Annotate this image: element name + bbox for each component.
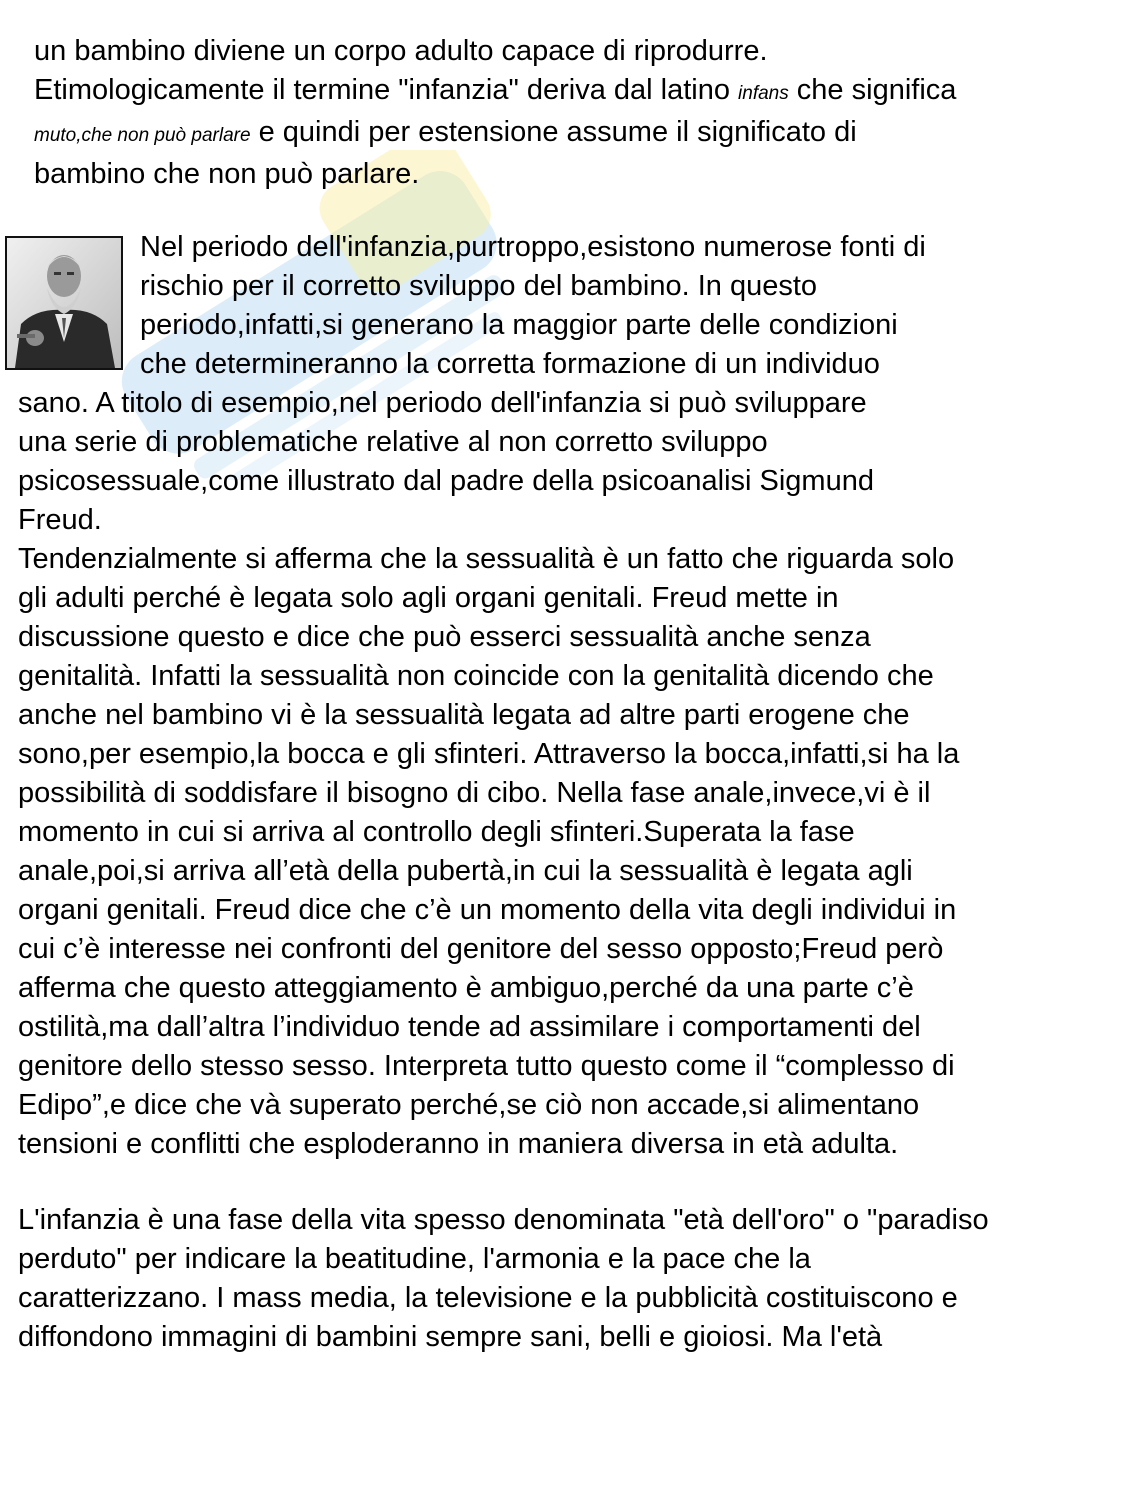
text-line: Edipo”,e dice che và superato perché,se ciò non accade,si alimentano <box>18 1089 920 1121</box>
text-line: cui c’è interesse nei confronti del genitore del sesso opposto;Freud però <box>18 933 944 965</box>
text-line: anale,poi,si arriva all’età della pubertà,in cui la sessualità è legata agli <box>18 855 913 887</box>
text-line: discussione questo e dice che può esserci sessualità anche senza <box>18 621 871 653</box>
paragraph-freud <box>18 384 1138 1164</box>
text-line: che determineranno la corretta formazione di un individuo <box>140 348 880 380</box>
text-line: possibilità di soddisfare il bisogno di cibo. Nella fase anale,invece,vi è il <box>18 777 931 809</box>
paragraph-etymology <box>34 32 1134 194</box>
paragraph-golden-age <box>18 1201 1146 1357</box>
text-line: tensioni e conflitti che esploderanno in maniera diversa in età adulta. <box>18 1128 899 1160</box>
text-line: L'infanzia è una fase della vita spesso denominata "età dell'oro" o "paradiso <box>18 1204 989 1236</box>
text-line: rischio per il corretto sviluppo del bambino. In questo <box>140 270 818 302</box>
latin-meaning: muto,che non può parlare <box>34 125 251 146</box>
text-line: perduto" per indicare la beatitudine, l'armonia e la pace che la <box>18 1243 811 1275</box>
text-line: Freud. <box>18 504 102 536</box>
text-line: Tendenzialmente si afferma che la sessualità è un fatto che riguarda solo <box>18 543 955 575</box>
text-line: afferma che questo atteggiamento è ambiguo,perché da una parte c’è <box>18 972 914 1004</box>
latin-term: infans <box>738 83 789 104</box>
text-line: sano. A titolo di esempio,nel periodo dell'infanzia si può sviluppare <box>18 387 867 419</box>
portrait-photo-icon <box>7 238 121 368</box>
text-span: Etimologicamente il termine "infanzia" deriva dal latino <box>34 74 739 106</box>
text-line: periodo,infatti,si generano la maggior parte delle condizioni <box>140 309 898 341</box>
text-line: genitore dello stesso sesso. Interpreta tutto questo come il “complesso di <box>18 1050 955 1082</box>
text-line: bambino che non può parlare. <box>34 158 420 190</box>
text-line: genitalità. Infatti la sessualità non coincide con la genitalità dicendo che <box>18 660 934 692</box>
text-line: ostilità,ma dall’altra l’individuo tende ad assimilare i comportamenti del <box>18 1011 921 1043</box>
text-line: sono,per esempio,la bocca e gli sfinteri. Attraverso la bocca,infatti,si ha la <box>18 738 960 770</box>
text-line: diffondono immagini di bambini sempre sani, belli e gioiosi. Ma l'età <box>18 1321 883 1353</box>
freud-portrait <box>5 236 123 370</box>
text-span: che significa <box>788 74 957 106</box>
text-line: un bambino diviene un corpo adulto capace di riprodurre. <box>34 35 768 67</box>
text-line: organi genitali. Freud dice che c’è un momento della vita degli individui in <box>18 894 957 926</box>
text-line: psicosessuale,come illustrato dal padre della psicoanalisi Sigmund <box>18 465 874 497</box>
text-line: Nel periodo dell'infanzia,purtroppo,esistono numerose fonti di <box>140 231 926 263</box>
text-span: e quindi per estensione assume il significato di <box>250 116 857 148</box>
text-line: momento in cui si arriva al controllo degli sfinteri.Superata la fase <box>18 816 855 848</box>
text-line: una serie di problematiche relative al non corretto sviluppo <box>18 426 768 458</box>
text-line: caratterizzano. I mass media, la televisione e la pubblicità costituiscono e <box>18 1282 958 1314</box>
text-line: gli adulti perché è legata solo agli organi genitali. Freud mette in <box>18 582 839 614</box>
paragraph-risks-intro <box>140 228 1130 384</box>
text-line <box>34 113 1134 155</box>
text-line: anche nel bambino vi è la sessualità legata ad altre parti erogene che <box>18 699 910 731</box>
text-line <box>34 71 1134 113</box>
